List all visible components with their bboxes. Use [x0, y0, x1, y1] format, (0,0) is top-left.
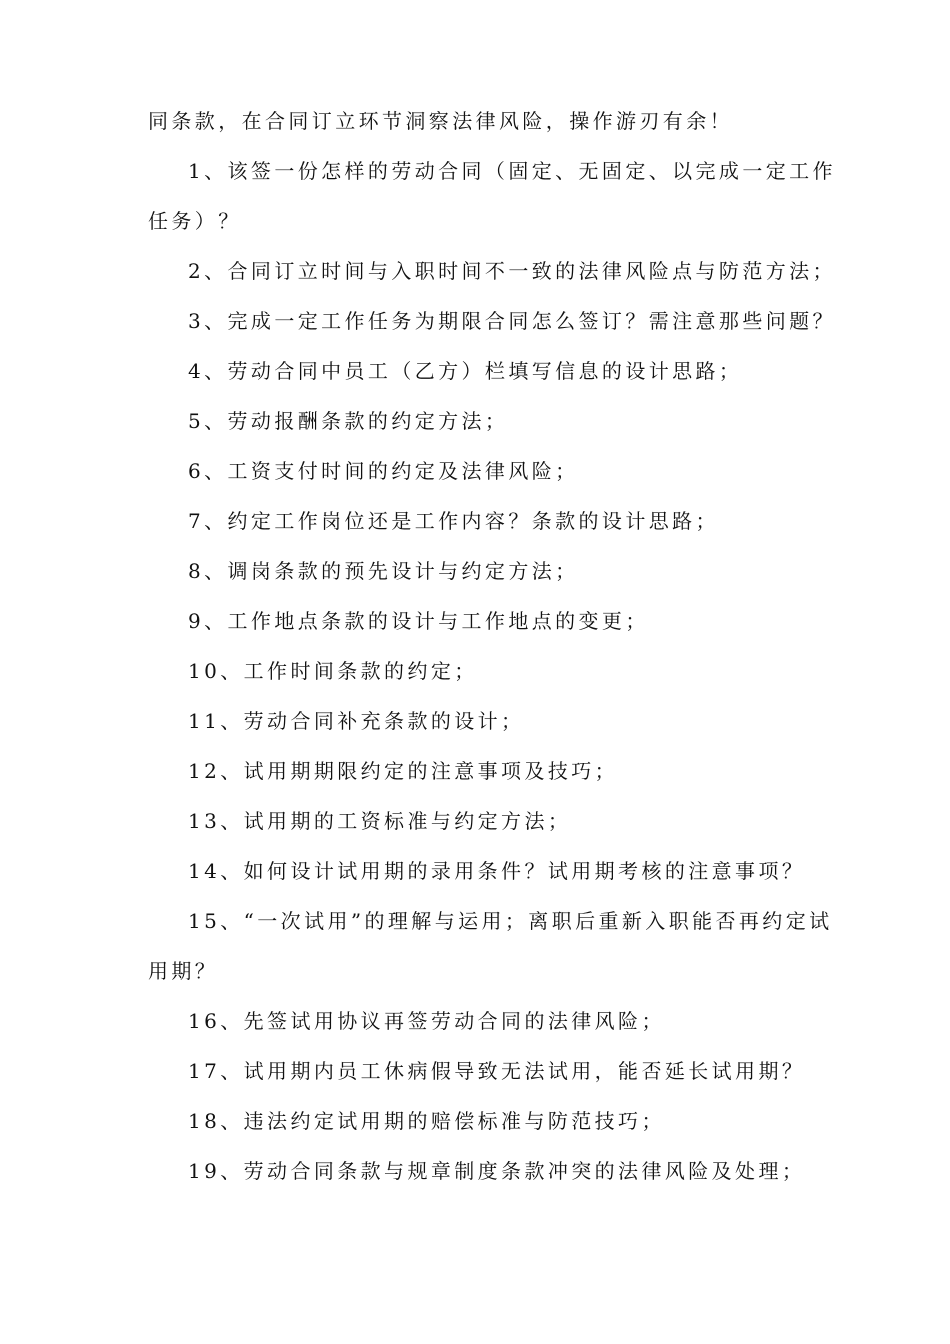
- list-item-14: 14、如何设计试用期的录用条件？试用期考核的注意事项？: [188, 859, 806, 883]
- list-item-17: 17、试用期内员工休病假导致无法试用，能否延长试用期？: [188, 1059, 806, 1083]
- list-item-8: 8、调岗条款的预先设计与约定方法；: [188, 559, 579, 583]
- list-item-7: 7、约定工作岗位还是工作内容？条款的设计思路；: [188, 509, 719, 533]
- list-item-13: 13、试用期的工资标准与约定方法；: [188, 809, 572, 833]
- list-item-16: 16、先签试用协议再签劳动合同的法律风险；: [188, 1009, 665, 1033]
- list-item-4: 4、劳动合同中员工（乙方）栏填写信息的设计思路；: [188, 359, 743, 383]
- document-body: [148, 96, 836, 1196]
- list-item-6: 6、工资支付时间的约定及法律风险；: [188, 459, 579, 483]
- list-item-19: 19、劳动合同条款与规章制度条款冲突的法律风险及处理；: [188, 1159, 806, 1183]
- list-item-10: 10、工作时间条款的约定；: [188, 659, 478, 683]
- list-item-5: 5、劳动报酬条款的约定方法；: [188, 409, 509, 433]
- list-item-18: 18、违法约定试用期的赔偿标准与防范技巧；: [188, 1109, 665, 1133]
- list-item-1: 1、该签一份怎样的劳动合同（固定、无固定、以完成一定工作: [188, 159, 836, 183]
- list-item-3: 3、完成一定工作任务为期限合同怎么签订？需注意那些问题？: [188, 309, 836, 333]
- list-item-1-continuation: 任务）？: [148, 209, 242, 233]
- list-item-15: 15、“一次试用”的理解与运用；离职后重新入职能否再约定试: [188, 909, 833, 933]
- list-item-9: 9、工作地点条款的设计与工作地点的变更；: [188, 609, 649, 633]
- list-item-2: 2、合同订立时间与入职时间不一致的法律风险点与防范方法；: [188, 259, 836, 283]
- list-item-15-continuation: 用期？: [148, 959, 219, 983]
- intro-paragraph: 同条款，在合同订立环节洞察法律风险，操作游刃有余！: [148, 109, 733, 133]
- list-item-11: 11、劳动合同补充条款的设计；: [188, 709, 525, 733]
- list-item-12: 12、试用期期限约定的注意事项及技巧；: [188, 759, 619, 783]
